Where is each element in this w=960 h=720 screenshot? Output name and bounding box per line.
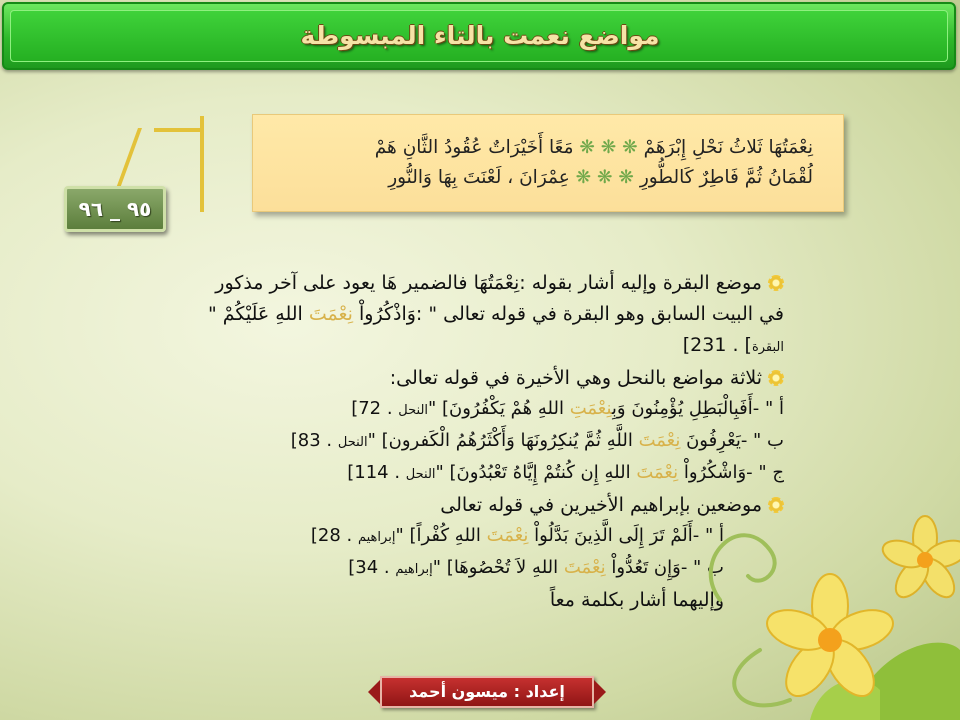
verse-text: لُقْمَانُ ثُمَّ فَاطِرٌ كَالطُّورِ [639,167,813,188]
main-content [124,268,784,616]
paragraph-baqarah-verse: في البيت السابق وهو البقرة في قوله تعالى " :وَاذْكُرُواْ نِعْمَتَ اللهِ عَلَيْكُمْ " [207,303,784,325]
flower-star-icon: ❋ ❋ ❋ [575,167,634,188]
ayah-nahl-83: ب " -يَعْرِفُونَ نِعْمَتَ اللَّهِ ثُمَّ يُنكِرُونَهَا وَأَكْثَرُهُمُ الْكَفرون] "النحل . 83] [290,430,784,451]
flower-decoration-icon [700,400,960,720]
highlighted-word: نِعْمَتَ [486,525,529,546]
ayah-ibrahim-34: ب " -وَإِن تَعُدُّواْ نِعْمَتَ اللهِ لاَ تُحْصُوهَا] "إبراهيم . 34] [348,557,724,578]
bullet-flower-icon [768,370,784,386]
paragraph-nahl: ثلاثة مواضع بالنحل وهي الأخيرة في قوله تعالى: [124,363,784,394]
highlighted-word: نِعْمَتَ [308,303,353,325]
reference-baqarah: البقرة] . 231] [682,334,784,356]
paragraph-baqarah: موضع البقرة وإليه أشار بقوله :نِعْمَتُهَا فالضمير هَا يعود على آخر مذكور [124,268,784,299]
verse-box [252,114,844,212]
deco-line-diagonal [117,128,142,186]
ayah-nahl-114: ج " -وَاشْكُرُواْ نِعْمَتَ اللهِ إِن كُنتُمْ إِيَّاهُ تَعْبُدُونَ] "النحل . 114] [347,462,784,483]
ayah-nahl-72: أ " -أَفَبِالْبَطِلِ يُؤْمِنُونَ وَبِنِعْمَتِ اللهِ هُمْ يَكْفُرُونَ] "النحل . 72] [351,398,784,419]
highlighted-word: نِعْمَتَ [563,557,606,578]
verse-text: مَعًا أَخَيْرَاتٌ عُقُودُ الثَّانِ هَمْ [374,137,574,158]
author-banner: إعداد : ميسون أحمد [380,676,594,708]
verse-text: نِعْمَتُهَا ثَلاثُ نَحْلِ إِبْرَهَمْ [643,137,813,158]
paragraph-ibrahim: موضعين بإبراهيم الأخيرين في قوله تعالى [124,490,784,521]
highlighted-word: نِعْمَتِ [569,398,612,419]
highlighted-word: نِعْمَتَ [636,462,679,483]
verse-text: عِمْرَانَ ، لَعْنَتَ بِهَا وَالنُّورِ [388,167,570,188]
page-number-badge: ٩٥ _ ٩٦ [64,186,166,232]
verse-line-2 [279,163,813,193]
paragraph-closing: وإليهما أشار بكلمة معاً [549,589,724,611]
verse-line-1 [279,133,813,163]
deco-line-horizontal [154,128,202,132]
highlighted-word: نِعْمَتَ [638,430,681,451]
bullet-flower-icon [768,275,784,291]
flower-star-icon: ❋ ❋ ❋ [579,137,638,158]
page-title: مواضع نعمت بالتاء المبسوطة [300,21,660,50]
ayah-ibrahim-28: أ " -أَلَمْ تَرَ إِلَى الَّذِينَ بَدَّلُواْ نِعْمَتَ اللهِ كُفْراً] "إبراهيم . 28] [310,525,724,546]
